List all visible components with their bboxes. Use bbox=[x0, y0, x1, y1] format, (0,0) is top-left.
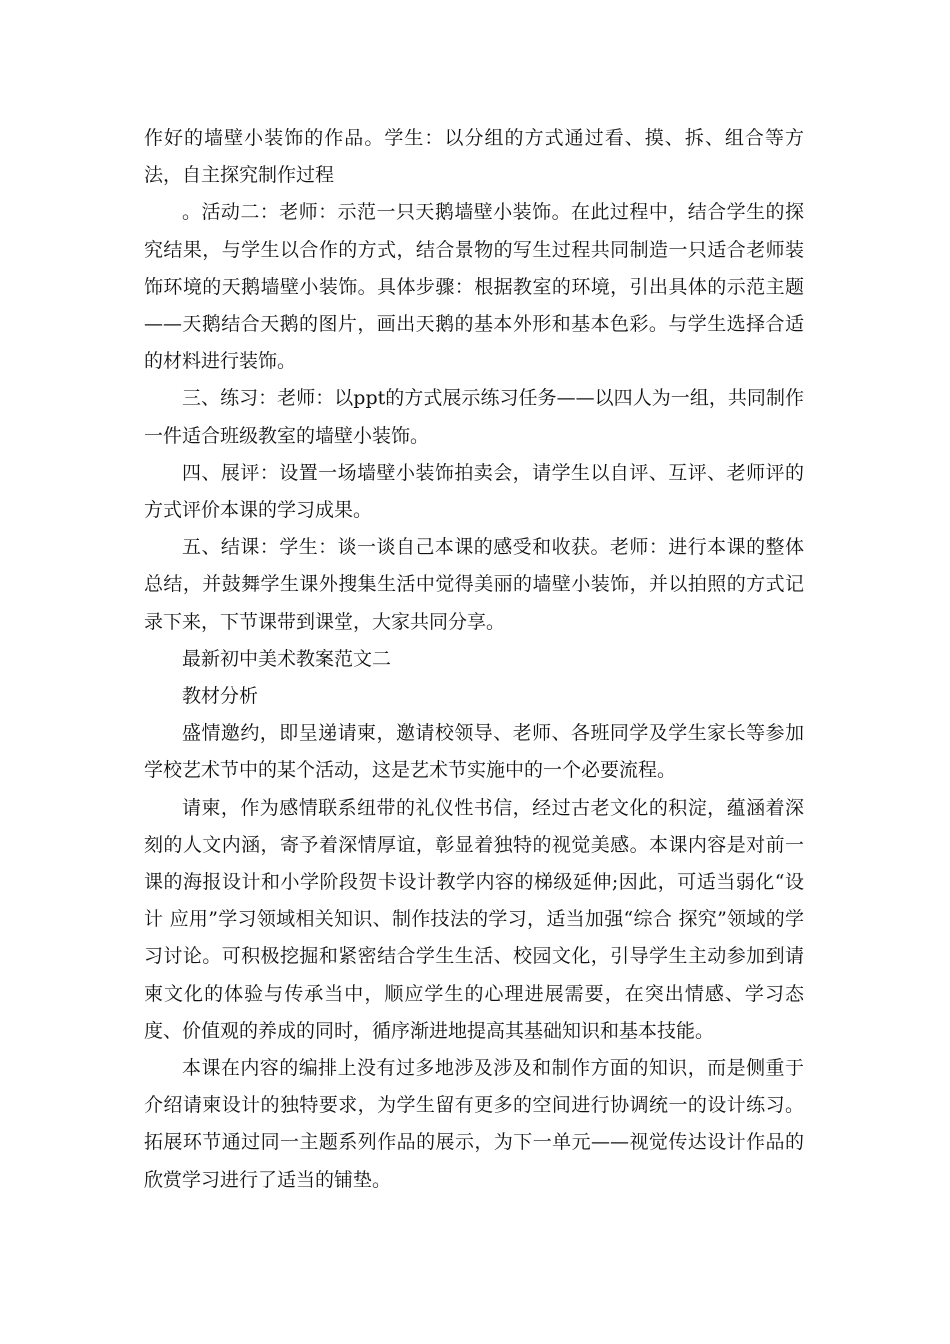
paragraph-invitation-analysis: 请柬，作为感情联系纽带的礼仪性书信，经过古老文化的积淀，蕴涵着深刻的人文内涵，寄予着深情厚谊，彰显着独特的视觉美感。本课内容是对前一课的海报设计和小学阶段贺卡设计教学内容的梯级延伸;因此，可适当弱化“设计 应用”学习领域相关知识、制作技法的学习，适当加强“综合 探究”领域的学习讨论。可积极挖掘和紧密结合学生生活、校园文化，引导学生主动参加到请柬文化的体验与传承当中，顺应学生的心理进展需要，在突出情感、学习态度、价值观的养成的同时，循序渐进地提高其基础知识和基本技能。 bbox=[144, 796, 804, 1042]
paragraph-evaluation: 四、展评：设置一场墙壁小装饰拍卖会，请学生以自评、互评、老师评的方式评价本课的学习成果。 bbox=[144, 461, 804, 522]
subsection-heading: 教材分析 bbox=[182, 685, 259, 708]
paragraph-invitation: 盛情邀约，即呈递请柬，邀请校领导、老师、各班同学及学生家长等参加学校艺术节中的某个活动，这是艺术节实施中的一个必要流程。 bbox=[144, 722, 804, 782]
paragraph-practice: 三、练习：老师：以ppt的方式展示练习任务——以四人为一组，共同制作一件适合班级教室的墙壁小装饰。 bbox=[144, 387, 804, 447]
paragraph-activity-two: 。活动二：老师：示范一只天鹅墙壁小装饰。在此过程中，结合学生的探究结果，与学生以合作的方式，结合景物的写生过程共同制造一只适合老师装饰环境的天鹅墙壁小装饰。具体步骤：根据教室的环境，引出具体的示范主题——天鹅结合天鹅的图片，画出天鹅的基本外形和基本色彩。与学生选择合适的材料进行装饰。 bbox=[144, 201, 804, 373]
paragraph-course-arrangement: 本课在内容的编排上没有过多地涉及涉及和制作方面的知识，而是侧重于介绍请柬设计的独特要求，为学生留有更多的空间进行协调统一的设计练习。拓展环节通过同一主题系列作品的展示，为下一单元——视觉传达设计作品的欣赏学习进行了适当的铺垫。 bbox=[144, 1057, 804, 1191]
paragraph-continuation: 作好的墙壁小装饰的作品。学生：以分组的方式通过看、摸、拆、组合等方法，自主探究制作过程 bbox=[144, 127, 804, 187]
section-heading: 最新初中美术教案范文二 bbox=[182, 647, 392, 670]
document-body bbox=[144, 120, 804, 1199]
paragraph-conclusion: 五、结课：学生：谈一谈自己本课的感受和收获。老师：进行本课的整体总结，并鼓舞学生课外搜集生活中觉得美丽的墙壁小装饰，并以拍照的方式记录下来，下节课带到课堂，大家共同分享。 bbox=[144, 536, 804, 633]
